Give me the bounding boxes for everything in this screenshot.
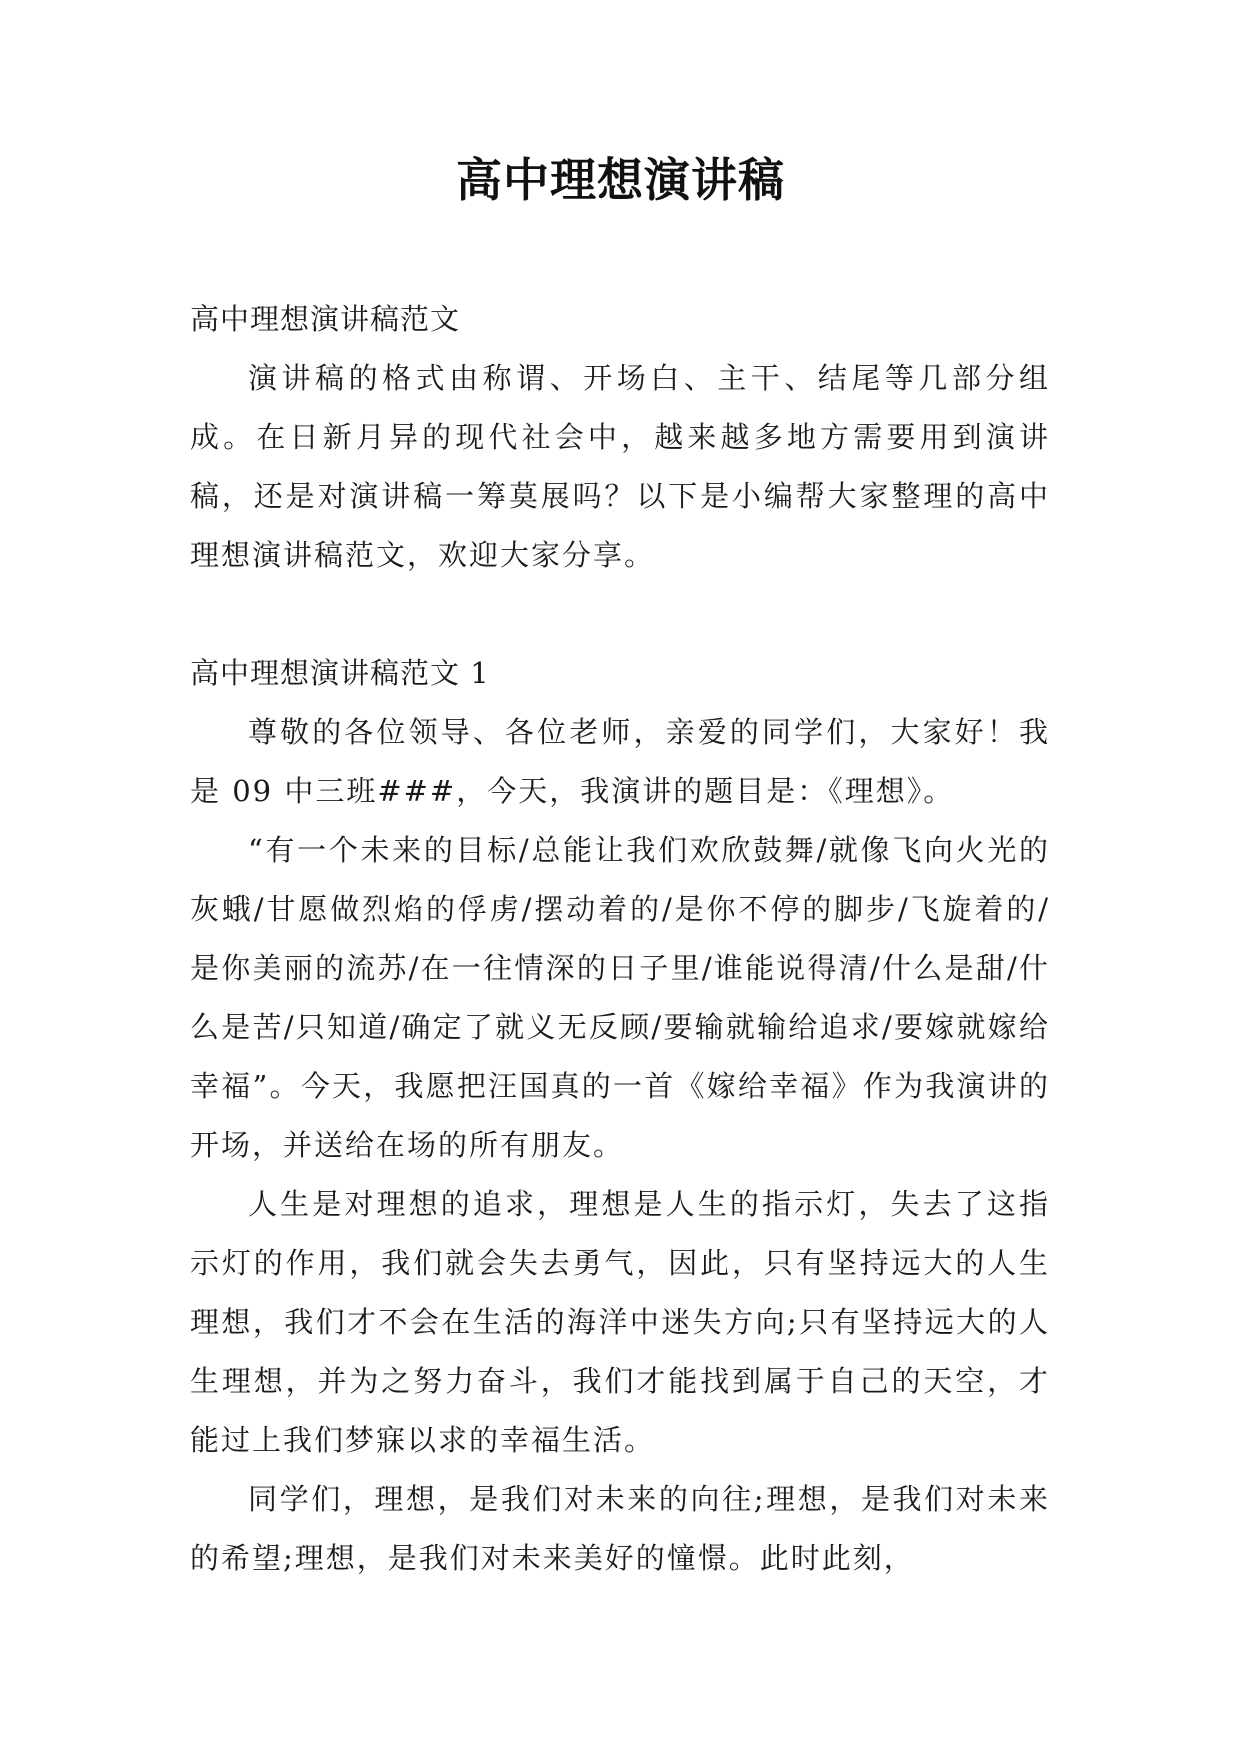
body-paragraph-2: “有一个未来的目标/总能让我们欢欣鼓舞/就像飞向火光的灰蛾/甘愿做烈焰的俘虏/摆动着的/是你不停的脚步/飞旋着的/是你美丽的流苏/在一往情深的日子里/谁能说得清/什么是甜/什么是苦/只知道/确定了就义无反顾/要输就输给追求/要嫁就嫁给幸福”。今天，我愿把汪国真的一首《嫁给幸福》作为我演讲的开场，并送给在场的所有朋友。	[190, 833, 1050, 1162]
document-title: 高中理想演讲稿	[456, 153, 785, 207]
body-paragraph-3: 人生是对理想的追求，理想是人生的指示灯，失去了这指示灯的作用，我们就会失去勇气，因此，只有坚持远大的人生理想，我们才不会在生活的海洋中迷失方向;只有坚持远大的人生理想，并为之努力奋斗，我们才能找到属于自己的天空，才能过上我们梦寐以求的幸福生活。	[190, 1187, 1050, 1457]
document-body	[190, 290, 1050, 1588]
body-paragraph-1: 尊敬的各位领导、各位老师，亲爱的同学们，大家好！我是 09 中三班###，今天，我演讲的题目是：《理想》。	[190, 715, 1050, 808]
intro-paragraph: 演讲稿的格式由称谓、开场白、主干、结尾等几部分组成。在日新月异的现代社会中，越来越多地方需要用到演讲稿，还是对演讲稿一筹莫展吗？以下是小编帮大家整理的高中理想演讲稿范文，欢迎大家分享。	[190, 361, 1050, 572]
sample-heading: 高中理想演讲稿范文 1	[190, 656, 490, 690]
section-heading: 高中理想演讲稿范文	[190, 302, 461, 336]
blank-line	[190, 585, 1050, 644]
body-paragraph-4: 同学们，理想，是我们对未来的向往;理想，是我们对未来的希望;理想，是我们对未来美好的憧憬。此时此刻，	[190, 1482, 1050, 1575]
